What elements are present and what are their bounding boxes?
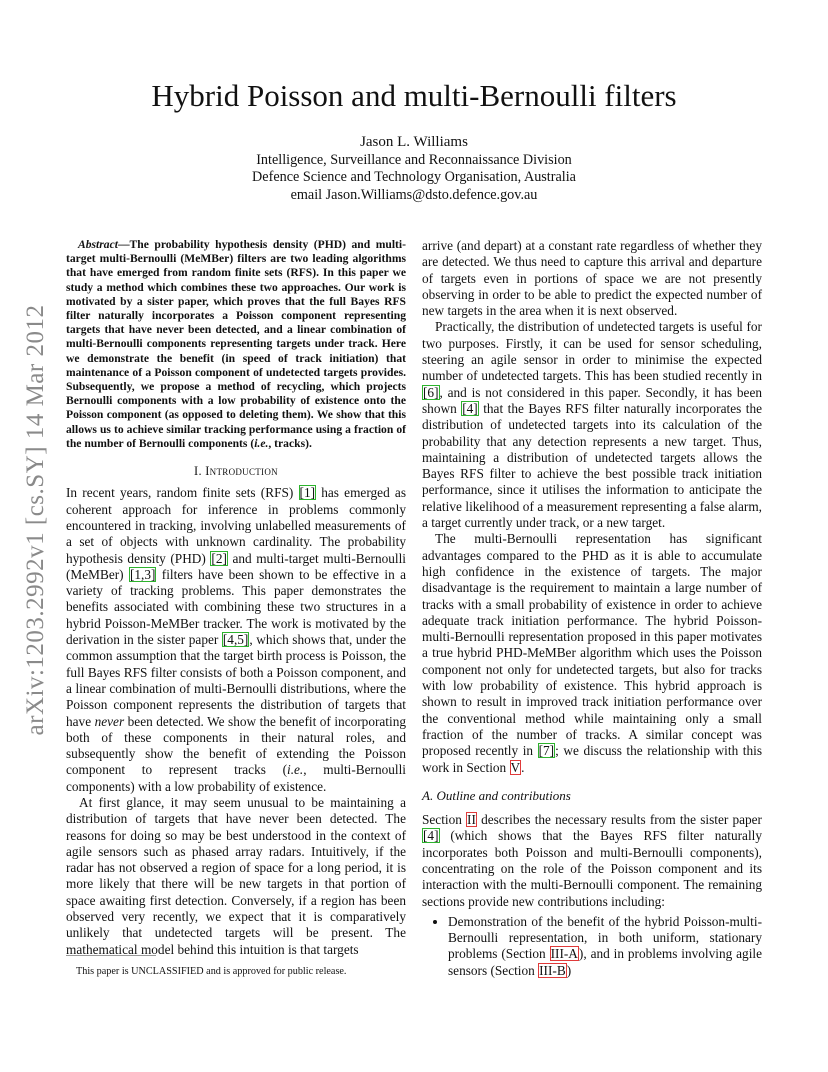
affiliation-line: Intelligence, Surveillance and Reconnaissance Division xyxy=(256,151,572,168)
text-run: . xyxy=(521,759,525,775)
contributions-list xyxy=(422,914,762,979)
citation-link[interactable]: [1] xyxy=(299,485,316,501)
list-item xyxy=(448,914,762,979)
arxiv-identifier: arXiv:1203.2992v1 [cs.SY] 14 Mar 2012 xyxy=(22,304,49,736)
abstract-text-tail: , tracks). xyxy=(268,436,312,450)
text-run: , which shows that, under the common assumption that the target birth process is Poisson, the full Bayes RFS filter consists of both a Poisson component, and a linear combination of multi-Bernoulli distributions, where the Poisson component represents the distribution of targets that have xyxy=(66,632,406,729)
text-run: describes the necessary results from the sister paper xyxy=(476,812,762,828)
citation-link[interactable]: [2] xyxy=(211,550,227,566)
abstract-emphasis: i.e. xyxy=(254,436,269,450)
intro-paragraph-4 xyxy=(422,531,762,775)
text-run: and multi-target multi-Bernoulli (MeMBer) xyxy=(66,550,406,582)
intro-paragraph-2-continued: arrive (and depart) at a constant rate regardless of whether they are detected. We thus need to capture this arrival and departure of targets even in portions of space we are not presently observing in order to be able to predict the expected number of new targets in the area when it is next observed. xyxy=(422,238,762,319)
intro-paragraph-1 xyxy=(66,485,406,795)
citation-link[interactable]: [7] xyxy=(538,743,555,759)
abstract-label: Abstract xyxy=(78,238,118,251)
outline-paragraph xyxy=(422,812,762,910)
text-run: that the Bayes RFS filter naturally incorporates the distribution of undetected targets into its calculation of the probability that any detection represents a new target. Thus, maintaining a distribution of undetected targets allows the Bayes RFS filter to achieve the best possible track initiation performance, since it utilises the information to anticipate the relative likelihood of a measurement representing a false alarm, a target currently under track, or a new target. xyxy=(422,400,763,531)
section-link[interactable]: III-B xyxy=(539,962,566,978)
text-run: , multi-Bernoulli components) with a low probability of existence. xyxy=(66,762,406,794)
intro-paragraph-2: At first glance, it may seem unusual to be maintaining a distribution of targets that have never been detected. The reasons for doing so may be best understood in the context of agile sensors such as phased array radars. Intuitively, if the radar has not observed a region of space for a long period, it is more likely that there will be new targets in that portion of space awaiting first detection. Conversely, if a region has been observed very recently, we expect that it is comparatively unlikely that undetected targets will be present. The mathematical model behind this intuition is that targets xyxy=(66,794,406,957)
text-run: ), and in problems involving agile sensors (Section xyxy=(448,946,762,978)
left-column xyxy=(66,238,406,958)
text-run: In recent years, random finite sets (RFS) xyxy=(66,485,299,501)
citation-link[interactable]: [4,5] xyxy=(222,632,249,648)
paper-title: Hybrid Poisson and multi-Bernoulli filters xyxy=(151,78,677,113)
footnote-rule xyxy=(66,955,156,956)
text-run: been detected. We show the benefit of incorporating both of these components in their natural roles, and subsequently show the benefit of extending the Poisson component to represent tracks ( xyxy=(66,713,406,778)
emphasis-text: never xyxy=(94,713,125,729)
right-column xyxy=(422,238,762,979)
text-run: Practically, the distribution of undetected targets is useful for two purposes. Firstly, it can be used for sensor scheduling, steering an agile sensor in order to minimise the expected number of undetected targets. This has been studied recently in xyxy=(422,319,762,384)
text-run: ) xyxy=(566,962,572,978)
text-run: has emerged as coherent approach for inference in problems commonly encountered in tracking, involving unlabelled measurements of a set of objects with unknown cardinality. The probability hypothesis density (PHD) xyxy=(66,485,407,566)
emphasis-text: i.e. xyxy=(287,762,304,778)
abstract xyxy=(66,238,406,451)
text-run: filters have been shown to be effective in a variety of tracking problems. This paper demonstrates the benefits associated with combining these two structures in a hybrid Poisson-MeMBer tracker. The work is motivated by the derivation in the sister paper xyxy=(66,566,406,648)
intro-paragraph-3 xyxy=(422,319,762,531)
footnote: This paper is UNCLASSIFIED and is approved for public release. xyxy=(76,966,347,977)
section-heading-introduction: I. Introduction xyxy=(194,464,278,479)
citation-link[interactable]: [6] xyxy=(423,384,439,400)
abstract-text: —The probability hypothesis density (PHD) and multi-target multi-Bernoulli (MeMBer) filters are two leading algorithms that have emerged from random finite sets (RFS). In this paper we study a method which combines these two approaches. Our work is motivated by a sister paper, which proves that the full Bayes RFS filter naturally incorporates a Poisson component representing targets that have never been detected, and a linear combination of multi-Bernoulli components representing targets under track. Here we demonstrate the benefit (in speed of track initiation) that maintenance of a Poisson component of undetected targets provides. Subsequently, we propose a method of recycling, which projects Bernoulli components with a low probability of existence onto the Poisson component (as opposed to deleting them). We show that this allows us to achieve similar tracking performance using a fraction of the number of Bernoulli components ( xyxy=(66,238,406,450)
affiliation-line: Defence Science and Technology Organisation, Australia xyxy=(252,169,576,185)
text-run: ; we discuss the relationship with this work in Section xyxy=(422,743,762,775)
section-link[interactable]: III-A xyxy=(550,946,578,962)
section-link[interactable]: V xyxy=(510,759,521,775)
subsection-heading-outline: A. Outline and contributions xyxy=(422,787,571,803)
text-run: Demonstration of the benefit of the hybrid Poisson-multi-Bernoulli representation, in both uniform, stationary problems (Section xyxy=(448,913,762,962)
author-block xyxy=(0,134,828,204)
text-run: (which shows that the Bayes RFS filter naturally incorporates both Poisson and multi-Bernoulli components), concentrating on the role of the Poisson component and its interaction with the multi-Bernoulli component. The remaining sections provide new contributions including: xyxy=(422,828,762,909)
text-run: Section xyxy=(422,812,467,828)
citation-link[interactable]: [4] xyxy=(462,400,478,416)
citation-link[interactable]: [4] xyxy=(423,828,439,844)
section-link[interactable]: II xyxy=(467,812,476,828)
author-name: Jason L. Williams xyxy=(360,134,468,150)
citation-link[interactable]: [1,3] xyxy=(129,566,156,582)
text-run: The multi-Bernoulli representation has significant advantages compared to the PHD as it is able to accumulate high confidence in the existence of targets. The major disadvantage is the requirement to maintain a large number of tracks with a small probability of existence in order to achieve adequate track initiation performance. The hybrid Poisson-multi-Bernoulli representation proposed in this paper motivates a true hybrid PHD-MeMBer algorithm which uses the Poisson component not only for undetected targets, but also for tracks with low probability of existence. This hybrid approach is shown to result in improved track initiation performance over the conventional method while maintaining only a small fraction of the number of tracks. A similar concept was proposed recently in xyxy=(422,531,762,759)
author-email: email Jason.Williams@dsto.defence.gov.au xyxy=(290,186,538,203)
text-run: , and is not considered in this paper. Secondly, it has been shown xyxy=(422,384,762,416)
